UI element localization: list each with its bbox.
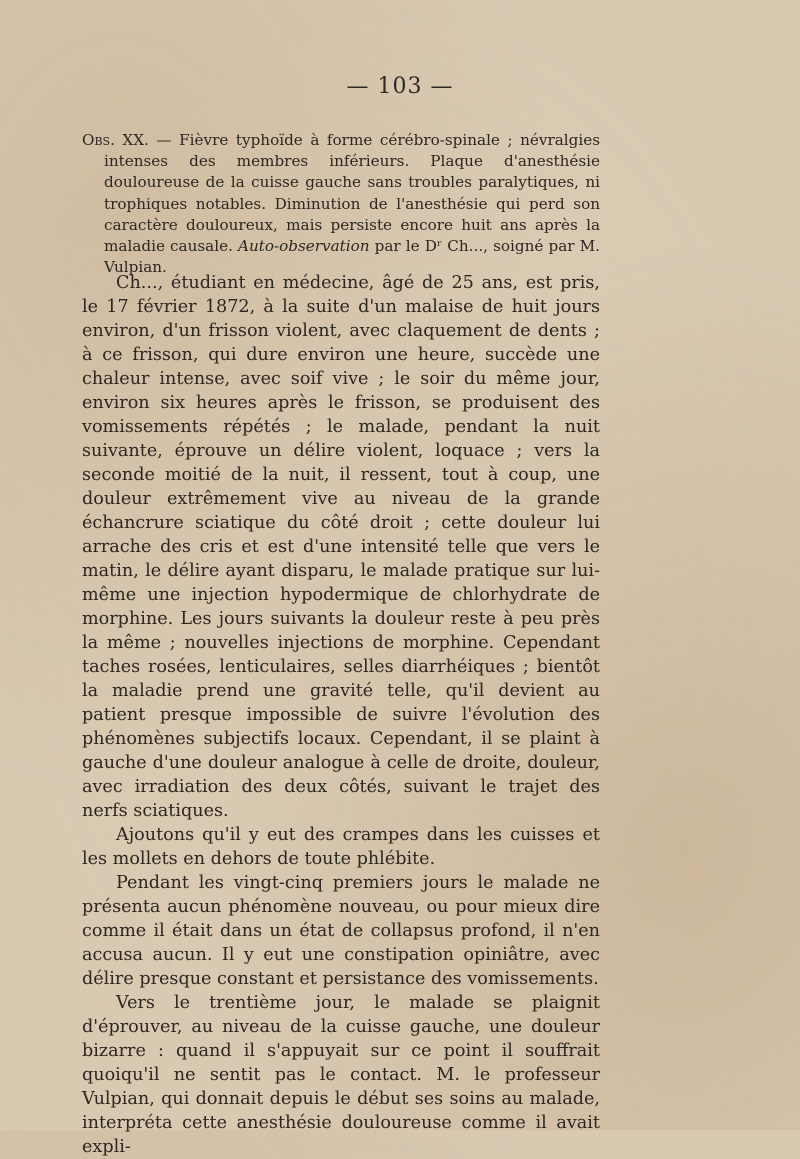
paragraph: Vers le trentième jour, le malade se plaignit d'éprouver, au niveau de la cuisse gauche, une douleur bizarre : quand il s'appuyait sur ce point il souffrait quoiqu'il ne sentit pas le contact. M. le professeur Vulpian, qui donnait depuis le début ses soins au malade, interpréta cette anesthésie douloureuse comme il avait expli- [82,993,600,1157]
observation-heading-text: — Fièvre typhoïde à forme cérébro-spinale ; névralgies intenses des membres inférieurs. Plaque d'anesthésie douloureuse de la cuisse gauche sans troubles paralytiques, ni trophiques notables. Diminution de l'anesthésie qui perd son caractère douloureux, mais persiste encore huit ans après la maladie causale. [104,131,600,256]
observation-summary [82,130,600,278]
observation-label: Obs. XX. [82,131,149,149]
body-text [82,271,600,1159]
page-number: — 103 — [346,74,454,99]
observation-heading [82,130,600,278]
paragraph: Ch..., étudiant en médecine, âgé de 25 ans, est pris, le 17 février 1872, à la suite d'un malaise de huit jours environ, d'un frisson violent, avec claquement de dents ; à ce frisson, qui dure environ une heure, succède une chaleur intense, avec soif vive ; le soir du même jour, environ six heures après le frisson, se produisent des vomissements répétés ; le malade, pendant la nuit suivante, éprouve un délire violent, loquace ; vers la seconde moitié de la nuit, il ressent, tout à coup, une douleur extrêmement vive au niveau de la grande échancrure sciatique du côté droit ; cette douleur lui arrache des cris et est d'une intensité telle que vers le matin, le délire ayant disparu, le malade pratique sur lui-même une injection hypodermique de chlorhydrate de morphine. Les jours suivants la douleur reste à peu près la même ; nouvelles injections de morphine. Cependant taches rosées, lenticulaires, selles diarrhéiques ; bientôt la maladie prend une gravité telle, qu'il devient au patient presque impossible de suivre l'évolution des phénomènes subjectifs locaux. Cependant, il se plaint à gauche d'une douleur analogue à celle de droite, douleur, avec irradiation des deux côtés, suivant le trajet des nerfs sciatiques. [82,273,600,821]
paragraph: Ajoutons qu'il y eut des crampes dans les cuisses et les mollets en dehors de toute phlébite. [82,825,600,869]
observation-type: Auto-observation [238,237,370,256]
observation-author: par le Dʳ Ch..., soigné par M. Vulpian. [104,237,600,277]
paragraph: Pendant les vingt-cinq premiers jours le malade ne présenta aucun phénomène nouveau, ou pour mieux dire comme il était dans un état de collapsus profond, il n'en accusa aucun. Il y eut une constipation opiniâtre, avec délire presque constant et persistance des vomissements. [82,873,600,989]
